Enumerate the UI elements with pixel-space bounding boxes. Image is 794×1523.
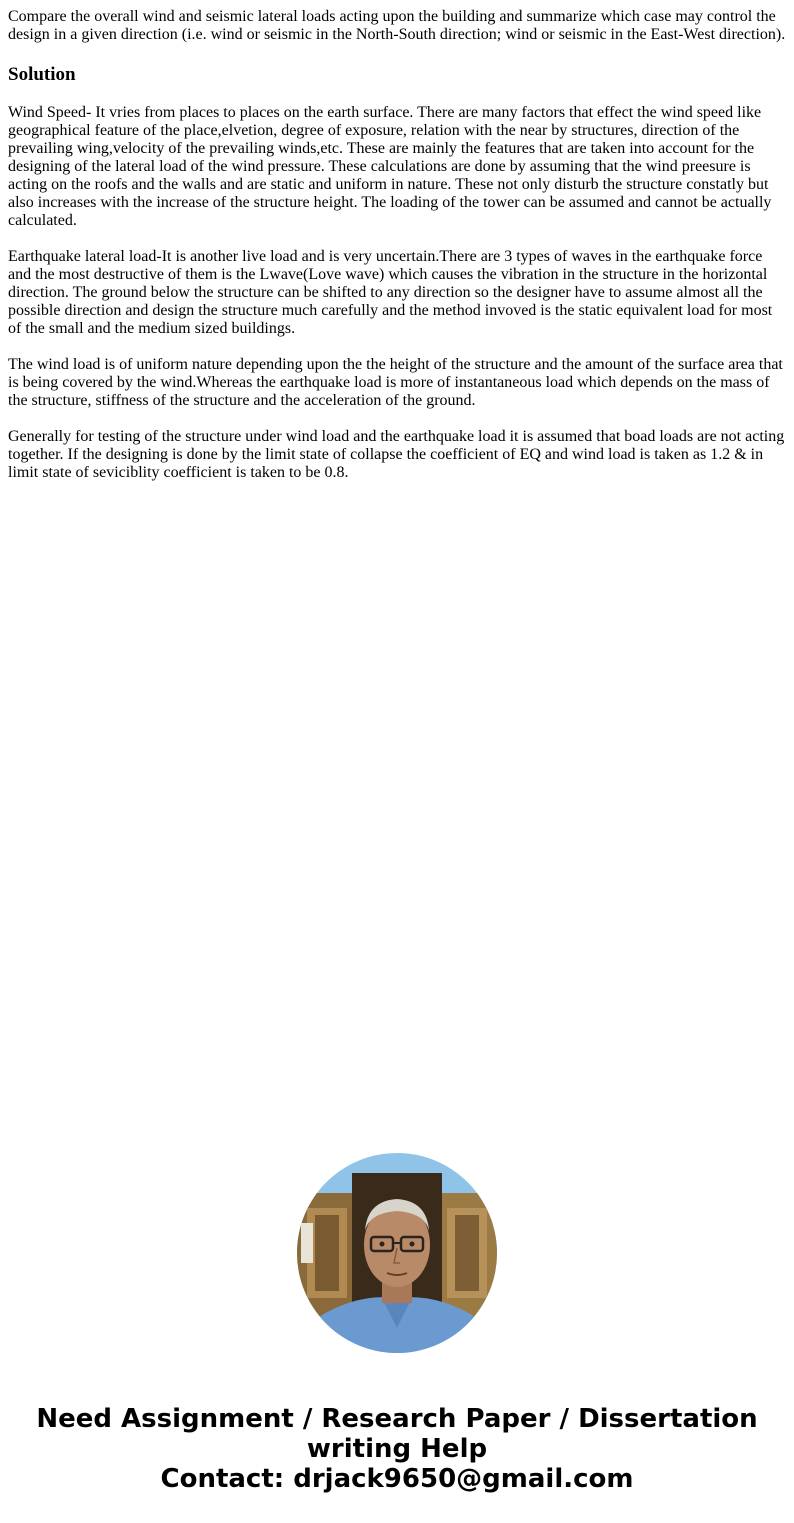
paragraph-earthquake-load: Earthquake lateral load-It is another live load and is very uncertain.There are 3 types of waves in the earthquake force and the most destructive of them is the Lwave(Love wave) which causes the vibration in the structure in the horizontal direction. The ground below the structure can be shifted to any direction so the designer have to assume almost all the possible direction and design the structure much carefully and the method invoved is the static equivalent load for most of the small and the medium sized buildings. — [8, 248, 773, 337]
paragraph-wind-vs-earthquake: The wind load is of uniform nature depending upon the the height of the structure and the amount of the surface area that is being covered by the wind.Whereas the earthquake load is more of instantaneous load which depends on the mass of the structure, stiffness of the structure and the acceleration of the ground. — [8, 356, 783, 409]
avatar-portrait-icon — [297, 1153, 497, 1353]
avatar — [297, 1153, 497, 1353]
document-body — [0, 0, 794, 482]
paragraph-load-coefficients: Generally for testing of the structure under wind load and the earthquake load it is assumed that boad loads are not acting together. If the designing is done by the limit state of collapse the coefficient of EQ and wind load is taken as 1.2 & in limit state of seviciblity coefficient is taken to be 0.8. — [8, 428, 785, 481]
question-text: Compare the overall wind and seismic lateral loads acting upon the building and summarize which case may control the design in a given direction (i.e. wind or seismic in the North-South direction; wind or seismic in the East-West direction). — [8, 8, 786, 43]
promo-line-2: writing Help — [306, 1434, 488, 1464]
paragraph-wind-speed: Wind Speed- It vries from places to places on the earth surface. There are many factors that effect the wind speed like geographical feature of the place,elvetion, degree of exposure, relation with the near by structures, direction of the prevailing wing,velocity of the prevailing winds,etc. These are mainly the features that are taken into account for the designing of the lateral load of the wind pressure. These calculations are done by assuming that the wind preesure is acting on the roofs and the walls and are static and uniform in nature. These not only disturb the structure constatly but also increases with the increase of the structure height. The loading of the tower can be assumed and cannot be actually calculated. — [8, 104, 772, 229]
promo-banner — [0, 1404, 794, 1494]
promo-contact: Contact: drjack9650@gmail.com — [160, 1464, 634, 1494]
promo-line-1: Need Assignment / Research Paper / Dissertation — [36, 1404, 758, 1434]
solution-heading: Solution — [8, 64, 76, 85]
